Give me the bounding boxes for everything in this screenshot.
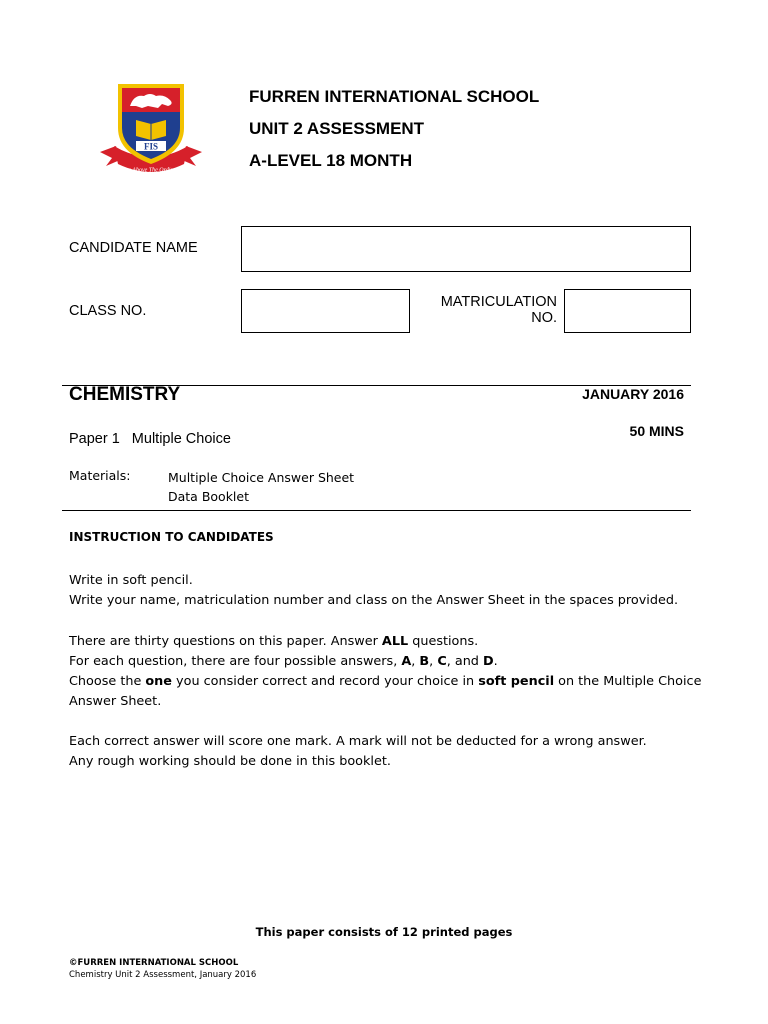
school-name: FURREN INTERNATIONAL SCHOOL xyxy=(249,87,540,106)
exam-date: JANUARY 2016 xyxy=(582,386,684,402)
materials-label: Materials: xyxy=(69,468,131,483)
level-title: A-LEVEL 18 MONTH xyxy=(249,151,413,170)
copyright-line: ©FURREN INTERNATIONAL SCHOOL xyxy=(69,958,239,968)
material-item: Multiple Choice Answer Sheet xyxy=(168,470,355,485)
instruction-pencil: Write in soft pencil. xyxy=(69,573,193,588)
class-no-label: CLASS NO. xyxy=(69,303,147,319)
candidate-name-label: CANDIDATE NAME xyxy=(69,240,198,256)
matriculation-no-box[interactable] xyxy=(564,289,691,333)
paper-line xyxy=(69,431,231,447)
instruction-details: Write your name, matriculation number and class on the Answer Sheet in the spaces provided. xyxy=(69,593,679,608)
crest-initials: FIS xyxy=(143,141,159,152)
instructions-block-3 xyxy=(69,732,709,772)
document-reference: Chemistry Unit 2 Assessment, January 2016 xyxy=(69,970,257,980)
subject-title: CHEMISTRY xyxy=(69,384,181,405)
instruction-choose: Choose the one you consider correct and record your choice in soft pencil on the Multiple Choice Answer Sheet. xyxy=(69,674,702,709)
matriculation-label xyxy=(430,294,557,326)
paper-number: Paper 1 xyxy=(69,431,120,447)
instruction-rough-work: Any rough working should be done in this booklet. xyxy=(69,754,391,769)
material-item: Data Booklet xyxy=(168,489,249,504)
instruction-questions: There are thirty questions on this paper. Answer ALL questions. xyxy=(69,634,479,649)
instructions-heading: INSTRUCTION TO CANDIDATES xyxy=(69,530,274,544)
instructions-block-2 xyxy=(69,632,709,712)
instruction-options: For each question, there are four possible answers, A, B, C, and D. xyxy=(69,654,498,669)
matriculation-label-line1: MATRICULATION xyxy=(440,294,557,310)
crest-motto: Rise Above The Ordinary xyxy=(120,167,182,174)
paper-type: Multiple Choice xyxy=(131,431,231,447)
assessment-title: UNIT 2 ASSESSMENT xyxy=(249,119,425,138)
instructions-block-1 xyxy=(69,571,709,611)
materials-list xyxy=(168,468,354,506)
instruction-marking: Each correct answer will score one mark. A mark will not be deducted for a wrong answer. xyxy=(69,734,647,749)
class-no-box[interactable] xyxy=(241,289,410,333)
divider-bottom xyxy=(62,510,691,511)
page-count-note: This paper consists of 12 printed pages xyxy=(255,925,513,939)
school-crest-logo xyxy=(98,80,204,180)
matriculation-label-line2: NO. xyxy=(531,310,557,326)
exam-duration: 50 MINS xyxy=(629,423,684,439)
candidate-name-box[interactable] xyxy=(241,226,691,272)
